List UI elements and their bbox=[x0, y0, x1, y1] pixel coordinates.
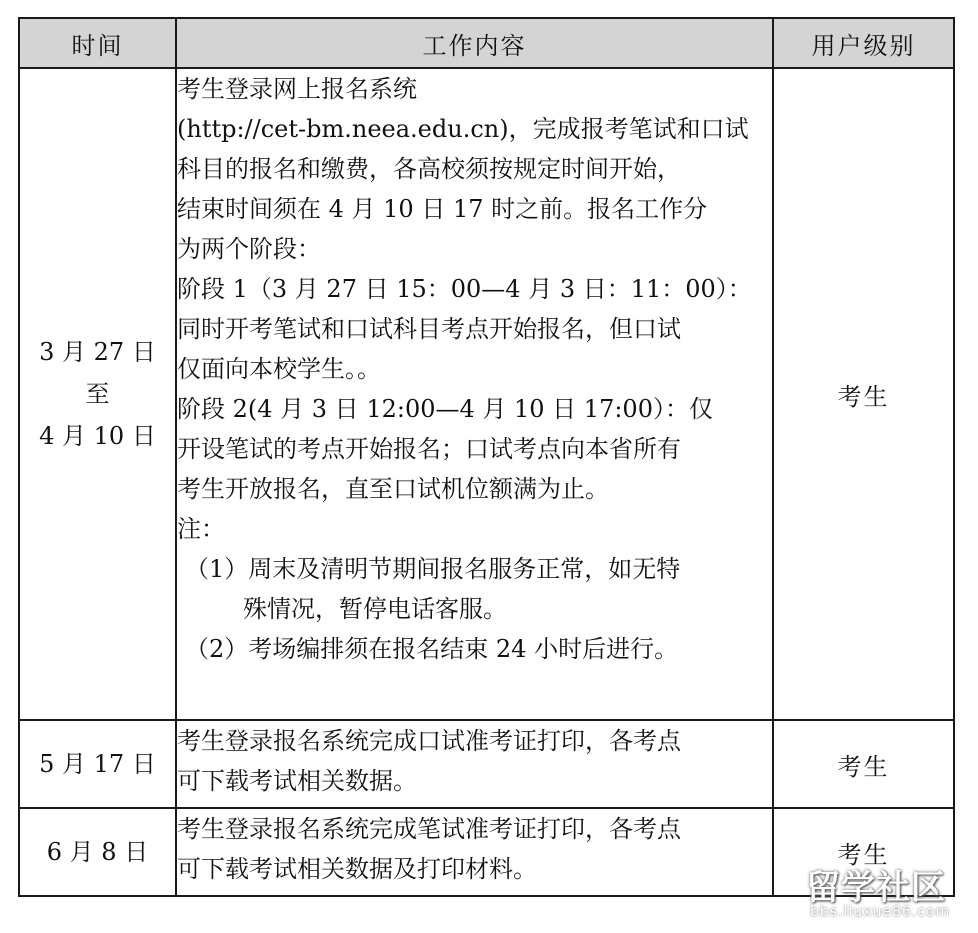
content-line: 开设笔试的考点开始报名；口试考点向本省所有 bbox=[177, 435, 681, 463]
content-line: 可下载考试相关数据。 bbox=[177, 767, 417, 795]
time-line: 至 bbox=[85, 380, 110, 408]
time-cell bbox=[19, 68, 176, 720]
level-cell: 考生 bbox=[773, 720, 954, 808]
time-cell bbox=[19, 720, 176, 808]
watermark-logo-text: 留学社区 bbox=[806, 868, 946, 908]
note-item: （1）周末及清明节期间报名服务正常，如无特 bbox=[185, 555, 681, 583]
note-item-continuation: 殊情况，暂停电话客服。 bbox=[243, 595, 507, 623]
content-line: 同时开考笔试和口试科目考点开始报名，但口试 bbox=[177, 315, 681, 343]
table-row bbox=[19, 720, 954, 808]
content-line: 考生开放报名，直至口试机位额满为止。 bbox=[177, 475, 609, 503]
level-cell: 考生 bbox=[773, 68, 954, 720]
content-line: (http://cet-bm.neea.edu.cn)，完成报考笔试和口试 bbox=[177, 115, 749, 143]
content-line: 阶段 2(4 月 3 日 12:00—4 月 10 日 17:00）：仅 bbox=[177, 395, 713, 423]
content-line: 考生登录网上报名系统 bbox=[177, 75, 417, 103]
content-cell bbox=[176, 720, 773, 808]
content-line: 结束时间须在 4 月 10 日 17 时之前。报名工作分 bbox=[177, 195, 708, 223]
header-level: 用户级别 bbox=[773, 18, 954, 68]
table-row bbox=[19, 68, 954, 720]
time-line: 5 月 17 日 bbox=[39, 750, 156, 778]
content-line: 科目的报名和缴费，各高校须按规定时间开始， bbox=[177, 155, 681, 183]
site-watermark bbox=[806, 860, 976, 930]
time-line: 4 月 10 日 bbox=[39, 422, 156, 450]
header-content: 工作内容 bbox=[176, 18, 773, 68]
content-line: 可下载考试相关数据及打印材料。 bbox=[177, 855, 537, 883]
content-cell bbox=[176, 808, 773, 896]
header-row bbox=[19, 18, 954, 68]
watermark-url: bbs.liuxue86.com bbox=[810, 904, 951, 920]
time-cell bbox=[19, 808, 176, 896]
note-item: （2）考场编排须在报名结束 24 小时后进行。 bbox=[185, 635, 679, 663]
content-line: 考生登录报名系统完成笔试准考证打印，各考点 bbox=[177, 815, 681, 843]
time-line: 6 月 8 日 bbox=[46, 838, 149, 866]
time-line: 3 月 27 日 bbox=[39, 338, 156, 366]
header-time: 时间 bbox=[19, 18, 176, 68]
schedule-table bbox=[18, 17, 955, 897]
content-cell bbox=[176, 68, 773, 720]
level-cell: 考生 bbox=[773, 808, 954, 896]
content-line: 为两个阶段： bbox=[177, 235, 321, 263]
content-line: 仅面向本校学生。。 bbox=[177, 355, 381, 383]
content-line: 阶段 1（3 月 27 日 15：00—4 月 3 日：11：00）： bbox=[177, 275, 752, 303]
note-label: 注： bbox=[177, 515, 225, 543]
content-line: 考生登录报名系统完成口试准考证打印，各考点 bbox=[177, 727, 681, 755]
